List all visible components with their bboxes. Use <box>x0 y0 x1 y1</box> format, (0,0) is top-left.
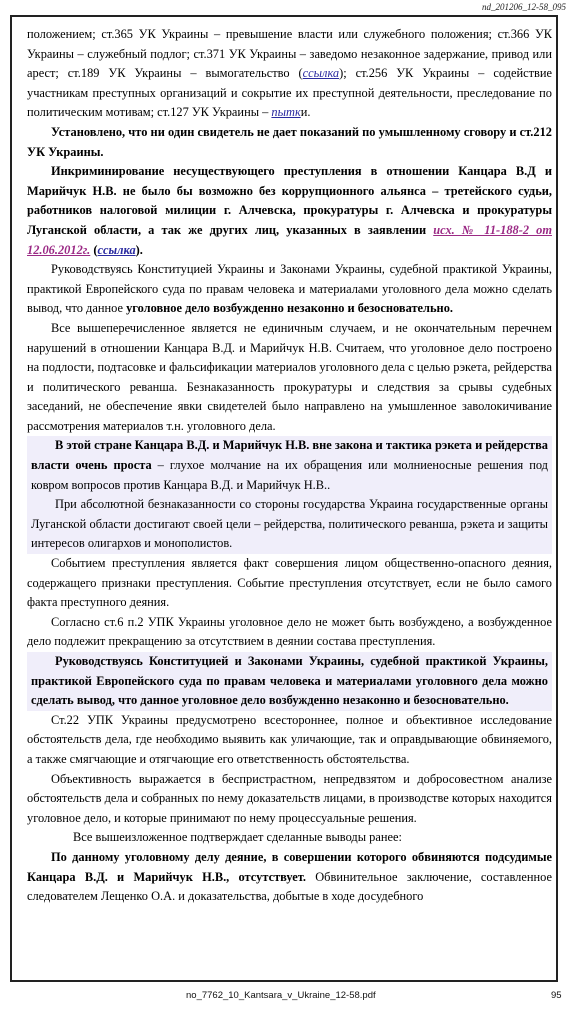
paragraph-corruption-alliance: Инкриминирование несуществующего преступления в отношении Канцара В.Д и Марийчук Н.В. не было бы возможно без коррупционного альянса – третейского судьи, работников налоговой милиции г. Алчевска, прокуратуры г. Алчевска и прокуратуры Луганской области, а так же других лиц, указанных в заявлении исх. № 11-188-2 от 12.06.2012г. (ссылка). <box>27 164 552 257</box>
document-stamp: nd_201206_12-58_095 <box>482 2 566 12</box>
paragraph-conclusion-2: Руководствуясь Конституцией и Законами Украины, судебной практикой Украины, практикой Европейского суда по правам человека и материалами уголовного дела можно сделать вывод, что данное уголовное дело возбужденно незаконно и безосновательно. <box>27 652 552 711</box>
paragraph-no-crime: По данному уголовному делу деяние, в совершении которого обвиняются подсудимые Канцара В.Д. и Марийчук Н.В., отсутствует. Обвинительное заключение, составленное следователем Лещенко О.А. и доказательства, добытые в ходе досудебного <box>27 849 552 904</box>
paragraph-upk-article-22: Ст.22 УПК Украины предусмотрено всестороннее, полное и объективное исследование обстоятельств дела, где необходимо выявить как уличающие, так и оправдывающие обвиняемого, а также смягчающие и отягчающие его ответственность обстоятельства. <box>27 712 552 766</box>
paragraph-conclusion-1: Руководствуясь Конституцией Украины и Законами Украины, судебной практикой Украины, практикой Европейского суда по правам человека и материалами уголовного дела можно сделать вывод, что данное уголовное дело возбужденно незаконно и безосновательно. <box>27 262 552 316</box>
page-frame <box>10 15 558 982</box>
document-body <box>27 25 552 907</box>
paragraph-impunity: При абсолютной безнаказанности со стороны государства Украина государственные органы Луганской области достигают своей цели – рейдерства, политического реванша, рэкета и защиты интересов олигархов и монополистов. <box>27 495 552 554</box>
link-reference[interactable]: ссылка <box>97 242 136 257</box>
paragraph-violations: Все вышеперечисленное является не единичным случаем, и не окончательным перечнем нарушений в отношении Канцара В.Д. и Марийчук Н.В. Считаем, что уголовное дело построено на подлости, подтасовке и фальсификации материалов уголовного дела с целью рэкета, рейдерства и политического реванша. Безнаказанность прокуратуры и следствия за срывы судебных заседаний, не обеспечение явки свидетелей было направлено на умышленное заволокичивание рассмотрения материалов т.н. уголовного дела. <box>27 320 552 433</box>
footer-page-number: 95 <box>551 990 562 1001</box>
link-statement[interactable]: исх. № 11-188-2 от 12.06.2012г. <box>27 222 552 257</box>
paragraph-no-witness: Установлено, что ни один свидетель не дает показаний по умышленному сговору и ст.212 УК Украины. <box>27 124 552 159</box>
paragraph-summary-intro: Все вышеизложенное подтверждает сделанные выводы ранее: <box>73 830 402 845</box>
paragraph-objectivity: Объективность выражается в беспристрастном, непредвзятом и добросовестном анализе обстоятельств дела и собранных по нему доказательств лицами, в производстве которых находится уголовное дело, и которые принимают по нему процессуальные решения. <box>27 771 552 825</box>
footer-filename: no_7762_10_Kantsara_v_Ukraine_12-58.pdf <box>186 990 376 1001</box>
link-extortion[interactable]: ссылка <box>302 66 340 81</box>
paragraph-crime-event: Событием преступления является факт совершения лицом общественно-опасного деяния, содержащего признаки преступления. Событие преступления отсутствует, если не было самого факта преступного деяния. <box>27 556 552 610</box>
paragraph-articles-list: положением; ст.365 УК Украины – превышение власти или служебного положения; ст.366 УК Украины – служебный подлог; ст.371 УК Украины – заведомо незаконное задержание, привод или арест; ст.189 УК Украины – вымогательство (ссылка); ст.256 УК Украины – содействие участникам преступных организаций и сокрытие их преступной деятельности, преследование по политическим мотивам; ст.127 УК Украины – пытки. <box>27 27 552 120</box>
paragraph-racket-tactics: В этой стране Канцара В.Д. и Марийчук Н.В. вне закона и тактика рэкета и рейдерства власти очень проста – глухое молчание на их обращения или молниеносные решения под ковром вопросов против Канцара В.Д. и Марийчук Н.В.. <box>27 436 552 495</box>
link-torture[interactable]: пытк <box>271 105 301 120</box>
paragraph-upk-article-6: Согласно ст.6 п.2 УПК Украины уголовное дело не может быть возбуждено, а возбужденное дело подлежит прекращению за отсутствием в деянии состава преступления. <box>27 614 552 649</box>
